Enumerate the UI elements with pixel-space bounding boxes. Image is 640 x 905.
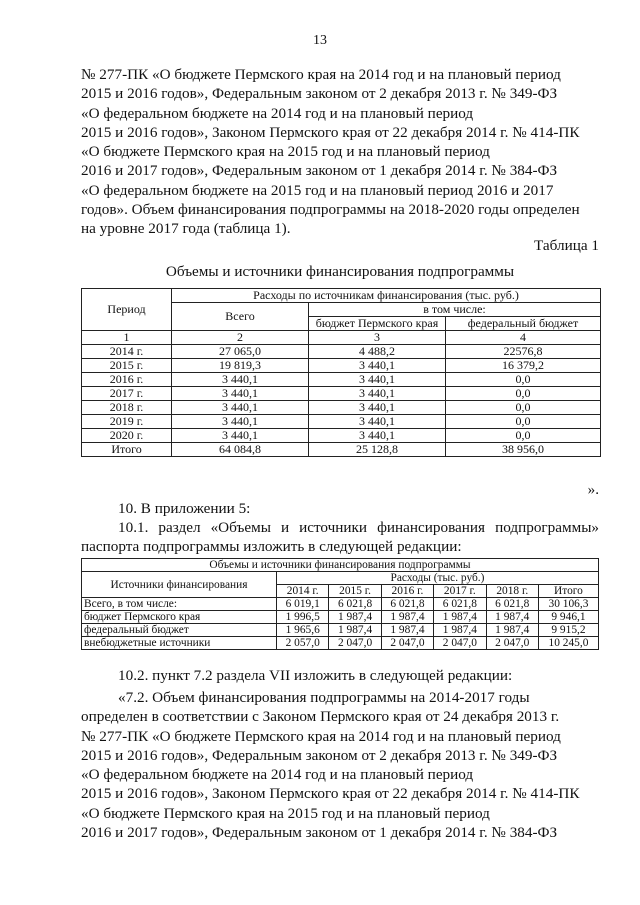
item-10: 10. В приложении 5:: [118, 500, 251, 517]
header-cell: 2015 г.: [329, 585, 381, 598]
table-cell: 0,0: [446, 415, 601, 429]
table-cell: 1 987,4: [434, 611, 486, 624]
table-cell: 1 987,4: [381, 611, 433, 624]
table-cell: федеральный бюджет: [82, 624, 277, 637]
table-cell: 2015 г.: [82, 359, 172, 373]
table-cell: 1 987,4: [329, 611, 381, 624]
header-cell: Всего: [172, 303, 309, 331]
text-line: «О бюджете Пермского края на 2015 год и на плановый период: [81, 143, 490, 161]
table-cell: 4 488,2: [309, 345, 446, 359]
table-cell: 6 021,8: [486, 598, 538, 611]
table-cell: 3 440,1: [172, 401, 309, 415]
table-cell: 3 440,1: [309, 401, 446, 415]
text-line: 2015 и 2016 годов», Федеральным законом от 2 декабря 2013 г. № 349-ФЗ: [81, 746, 558, 764]
table-cell: 2 047,0: [434, 637, 486, 650]
text-line: «О бюджете Пермского края на 2015 год и на плановый период: [81, 804, 490, 822]
table-cell: 2 047,0: [381, 637, 433, 650]
final-paragraph: [81, 688, 599, 842]
table-row: [82, 415, 601, 429]
table-cell: 3 440,1: [172, 415, 309, 429]
table-row-total: [82, 443, 601, 457]
table-cell: 3 440,1: [309, 429, 446, 443]
table-cell: 2: [172, 331, 309, 345]
table-cell: 3 440,1: [309, 359, 446, 373]
header-cell: 2014 г.: [277, 585, 329, 598]
header-cell: 2017 г.: [434, 585, 486, 598]
table-row: [82, 345, 601, 359]
table-cell: 3 440,1: [172, 373, 309, 387]
table-cell: 2017 г.: [82, 387, 172, 401]
text-line: годов». Объем финансирования подпрограммы на 2018-2020 годы определен: [81, 201, 580, 219]
table-cell: 2019 г.: [82, 415, 172, 429]
table-cell: 1 987,4: [486, 611, 538, 624]
table-cell: 3 440,1: [309, 415, 446, 429]
table-cell: 19 819,3: [172, 359, 309, 373]
table-cell: 1 987,4: [434, 624, 486, 637]
table1: [81, 288, 601, 457]
text-line: 2015 и 2016 годов», Законом Пермского края от 22 декабря 2014 г. № 414-ПК: [81, 123, 580, 141]
table-cell: 64 084,8: [172, 443, 309, 457]
table-cell: 3: [309, 331, 446, 345]
header-cell: Объемы и источники финансирования подпрограммы: [82, 559, 599, 572]
table-cell: 2018 г.: [82, 401, 172, 415]
header-cell: Итого: [538, 585, 598, 598]
table-cell: бюджет Пермского края: [82, 611, 277, 624]
table-cell: Итого: [82, 443, 172, 457]
text-line: определен в соответствии с Законом Пермского края от 24 декабря 2013 г.: [81, 708, 560, 726]
table-row: [82, 598, 599, 611]
table-cell: 22576,8: [446, 345, 601, 359]
table2: [81, 558, 599, 650]
table-cell: 6 019,1: [277, 598, 329, 611]
text-line: «О федеральном бюджете на 2015 год и на плановый период 2016 и 2017: [81, 181, 554, 199]
table-cell: 30 106,3: [538, 598, 598, 611]
table-cell: 2014 г.: [82, 345, 172, 359]
table-cell: 25 128,8: [309, 443, 446, 457]
table-row: [82, 401, 601, 415]
header-cell: Расходы (тыс. руб.): [277, 572, 599, 585]
header-cell: Источники финансирования: [82, 572, 277, 598]
text-line: № 277-ПК «О бюджете Пермского края на 2014 год и на плановый период: [81, 66, 561, 83]
table-cell: 1: [82, 331, 172, 345]
table-cell: 4: [446, 331, 601, 345]
header-cell: бюджет Пермского края: [309, 317, 446, 331]
table-cell: 10 245,0: [538, 637, 598, 650]
text-line: «7.2. Объем финансирования подпрограммы на 2014-2017 годы: [118, 689, 530, 706]
text-line: «О федеральном бюджете на 2014 год и на плановый период: [81, 104, 474, 122]
table-cell: 1 987,4: [381, 624, 433, 637]
page-number: 13: [313, 33, 327, 48]
table-cell: 16 379,2: [446, 359, 601, 373]
table-cell: 9 946,1: [538, 611, 598, 624]
text-line: 2016 и 2017 годов», Федеральным законом от 1 декабря 2014 г. № 384-ФЗ: [81, 162, 558, 180]
table-row: [82, 429, 601, 443]
table1-title: Объемы и источники финансирования подпрограммы: [165, 263, 515, 280]
text-line: «О федеральном бюджете на 2014 год и на плановый период: [81, 766, 474, 784]
text-line: 2016 и 2017 годов», Федеральным законом от 1 декабря 2014 г. № 384-ФЗ: [81, 824, 558, 842]
item-10-2: 10.2. пункт 7.2 раздела VII изложить в следующей редакции:: [118, 667, 513, 684]
table-cell: 3 440,1: [309, 373, 446, 387]
header-cell: федеральный бюджет: [446, 317, 601, 331]
table-cell: 38 956,0: [446, 443, 601, 457]
text-line: № 277-ПК «О бюджете Пермского края на 2014 год и на плановый период: [81, 727, 561, 745]
header-cell: 2018 г.: [486, 585, 538, 598]
table-row: [82, 637, 599, 650]
header-cell: Период: [82, 289, 172, 331]
table-cell: 0,0: [446, 429, 601, 443]
table-cell: 6 021,8: [381, 598, 433, 611]
closing-quote: ».: [587, 481, 599, 498]
table-cell: 6 021,8: [329, 598, 381, 611]
table-row: [82, 387, 601, 401]
table-cell: 3 440,1: [172, 429, 309, 443]
intro-paragraph: [81, 65, 599, 239]
table-cell: 6 021,8: [434, 598, 486, 611]
item-10-1: 10.1. раздел «Объемы и источники финансирования подпрограммы» паспорта подпрограммы изложить в следующей редакции:: [81, 519, 599, 556]
table-cell: 2 047,0: [486, 637, 538, 650]
table-cell: Всего, в том числе:: [82, 598, 277, 611]
table-cell: внебюджетные источники: [82, 637, 277, 650]
table-cell: 2016 г.: [82, 373, 172, 387]
table-cell: 3 440,1: [172, 387, 309, 401]
text-line: на уровне 2017 года (таблица 1).: [81, 220, 291, 238]
table-cell: 1 987,4: [486, 624, 538, 637]
table-cell: 2 047,0: [329, 637, 381, 650]
table-cell: 0,0: [446, 387, 601, 401]
header-cell: 2016 г.: [381, 585, 433, 598]
table-cell: 2020 г.: [82, 429, 172, 443]
table-cell: 1 996,5: [277, 611, 329, 624]
text-line: 2015 и 2016 годов», Законом Пермского края от 22 декабря 2014 г. № 414-ПК: [81, 785, 580, 803]
column-number-row: [82, 331, 601, 345]
table-row: [82, 611, 599, 624]
table-cell: 0,0: [446, 373, 601, 387]
table-row: [82, 624, 599, 637]
table-cell: 1 987,4: [329, 624, 381, 637]
table-row: [82, 373, 601, 387]
text-line: 2015 и 2016 годов», Федеральным законом от 2 декабря 2013 г. № 349-ФЗ: [81, 85, 558, 103]
table1-label: Таблица 1: [534, 237, 599, 254]
table-cell: 27 065,0: [172, 345, 309, 359]
header-cell: в том числе:: [309, 303, 601, 317]
table-cell: 9 915,2: [538, 624, 598, 637]
table-cell: 3 440,1: [309, 387, 446, 401]
table-cell: 0,0: [446, 401, 601, 415]
table-row: [82, 359, 601, 373]
table-cell: 2 057,0: [277, 637, 329, 650]
table-cell: 1 965,6: [277, 624, 329, 637]
header-cell: Расходы по источникам финансирования (тыс. руб.): [172, 289, 601, 303]
